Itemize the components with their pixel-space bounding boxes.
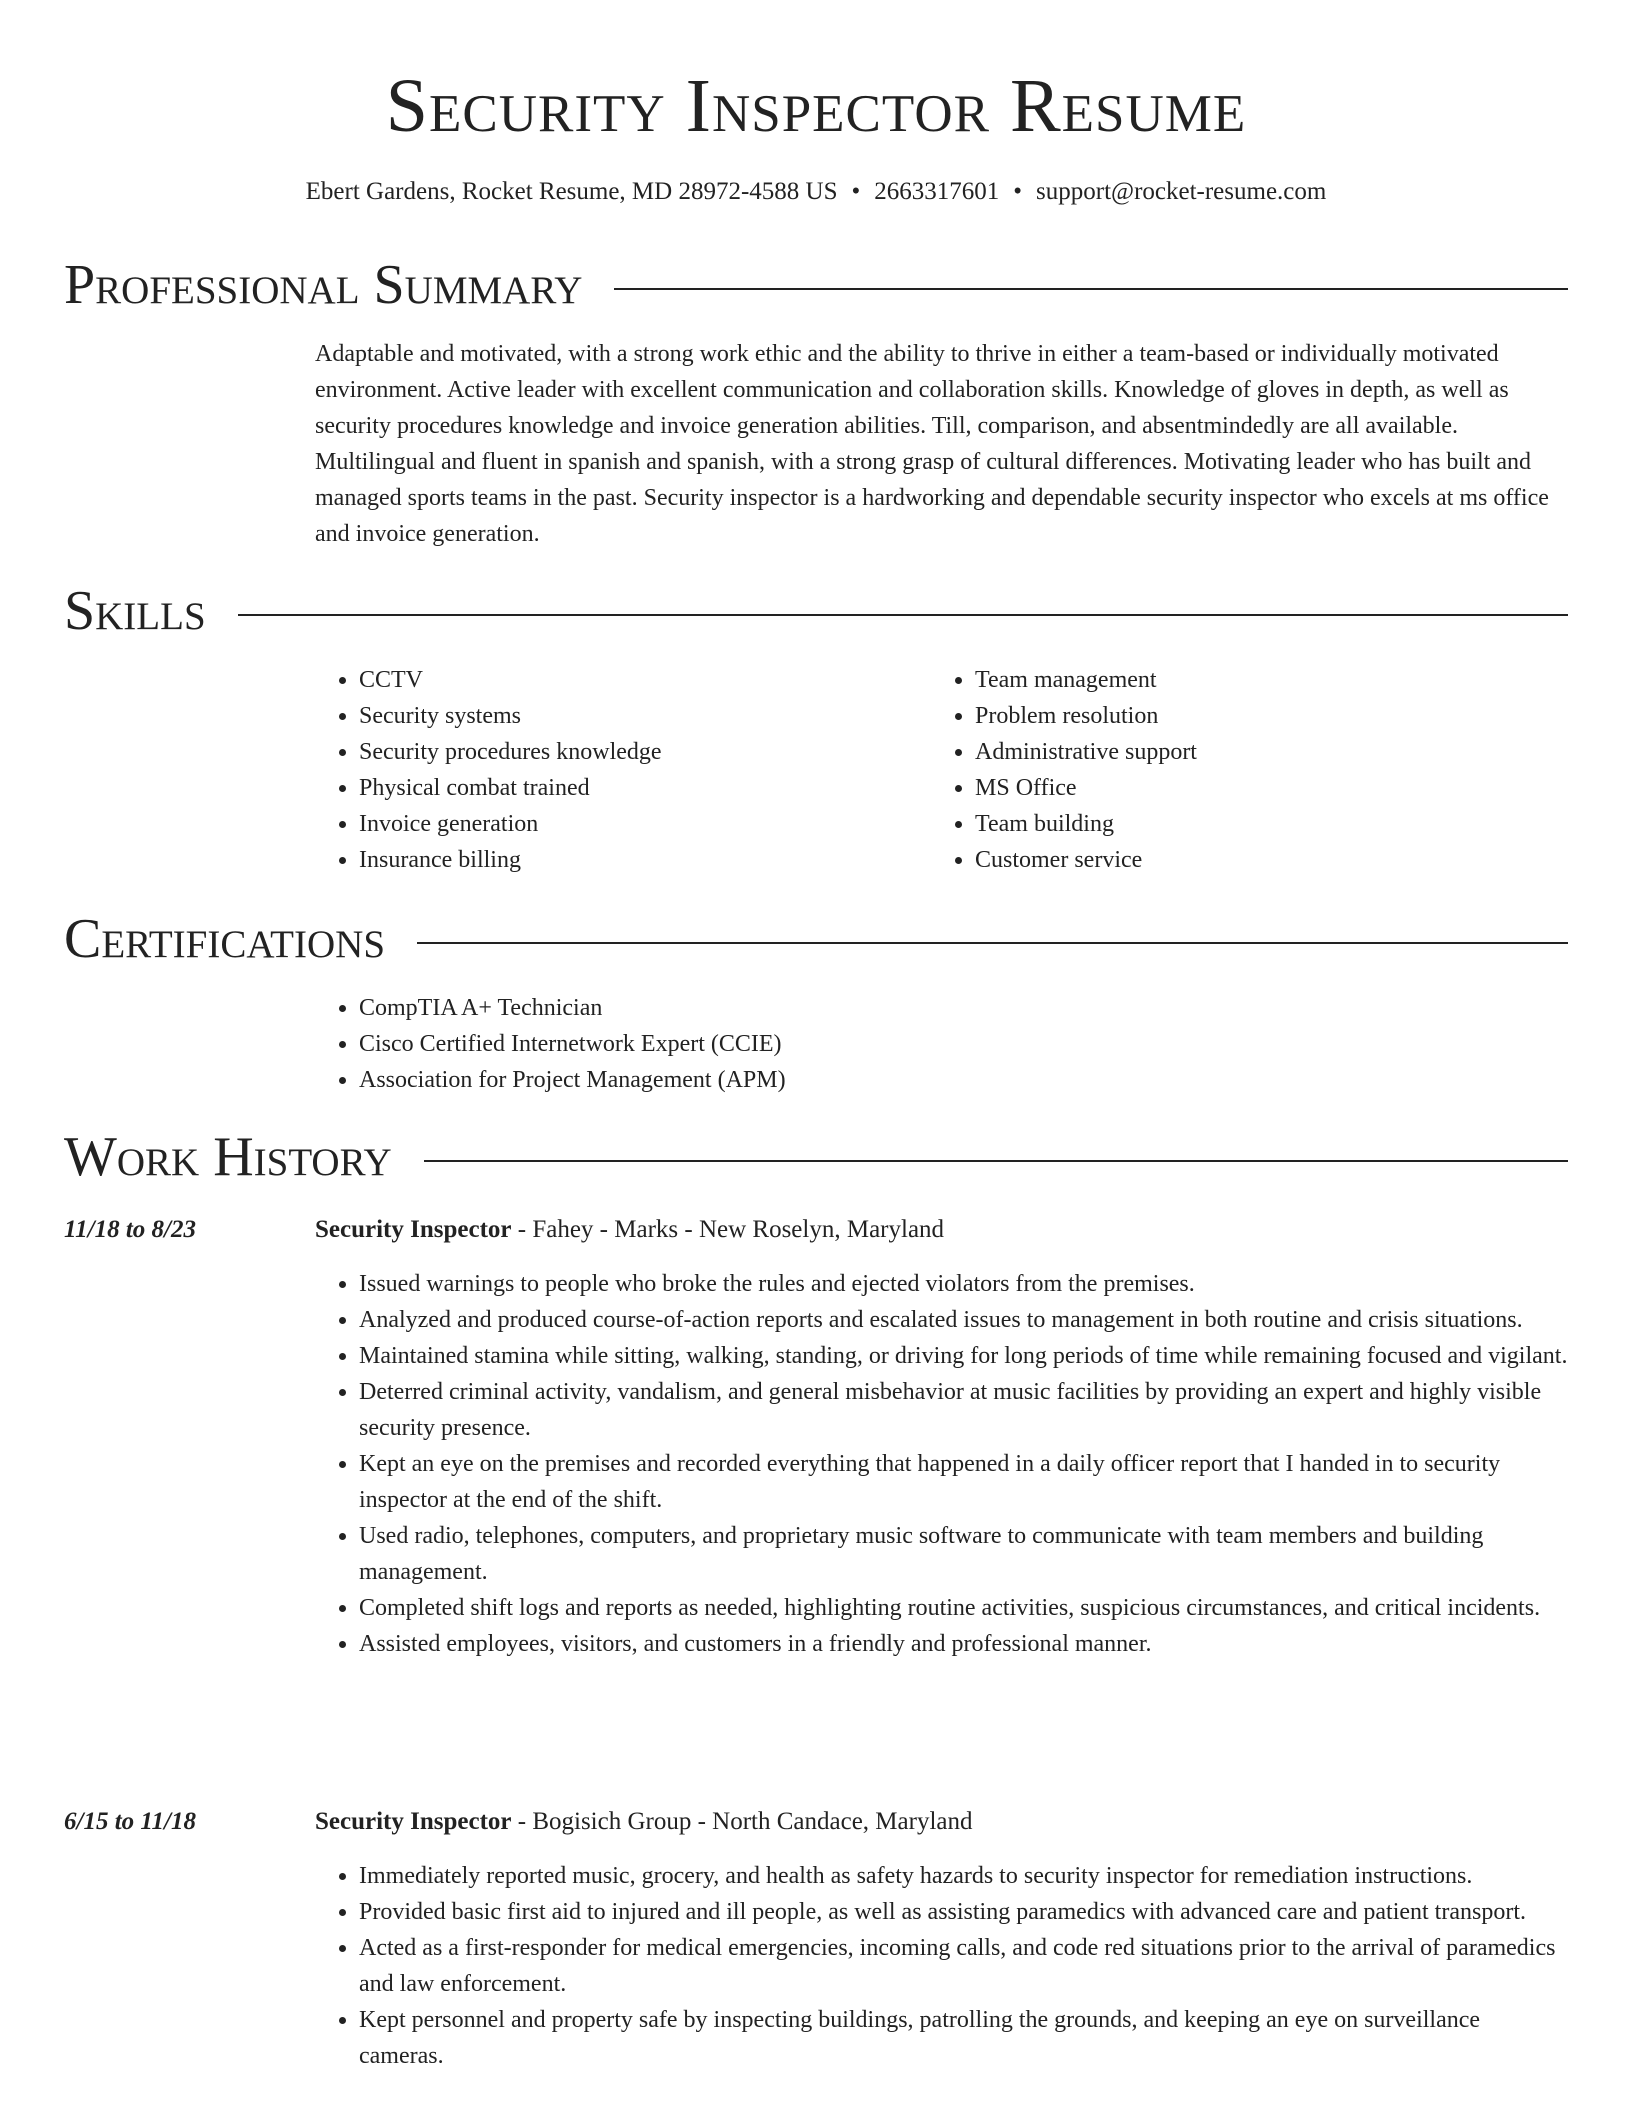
skill-item: • MS Office [975,770,1491,806]
skill-item: • Administrative support [975,734,1491,770]
job-title-line [315,1212,1570,1248]
job-duty-item: • Kept personnel and property safe by inspecting buildings, patrolling the grounds, and keeping an eye on surveillance cameras. [359,2002,1570,2074]
skill-item: • Team building [975,806,1491,842]
skills-section-header [64,578,1568,644]
skill-item: • Problem resolution [975,698,1491,734]
section-divider [417,942,1568,944]
skills-right-column [931,662,1491,878]
skill-item: • Security procedures knowledge [359,734,875,770]
work-section-header [64,1124,1568,1190]
resume-title: Security Inspector Resume [385,64,1247,148]
certification-item: • Association for Project Management (APM) [359,1062,1570,1098]
job-title-line [315,1804,1570,1840]
skill-item: • Security systems [359,698,875,734]
job-duty-item: • Used radio, telephones, computers, and proprietary music software to communicate with team members and building management. [359,1518,1570,1590]
section-divider [238,614,1568,616]
job-dates: 6/15 to 11/18 [64,1808,196,1835]
job-duty-item: • Kept an eye on the premises and recorded everything that happened in a daily officer report that I handed in to security inspector at the end of the shift. [359,1446,1570,1518]
certification-item: • CompTIA A+ Technician [359,990,1570,1026]
summary-heading: Professional Summary [64,254,583,316]
contact-separator: • [1013,178,1023,205]
job-duty-item: • Completed shift logs and reports as needed, highlighting routine activities, suspicious circumstances, and critical incidents. [359,1590,1570,1626]
job-dates: 11/18 to 8/23 [64,1216,196,1243]
summary-section-header [64,252,1568,318]
job-duty-list [315,1266,1570,1662]
skill-item: • Team management [975,662,1491,698]
job-duty-item: • Maintained stamina while sitting, walking, standing, or driving for long periods of time while remaining focused and vigilant. [359,1338,1570,1374]
job-title: Security Inspector [315,1216,512,1243]
certifications-section-header [64,906,1568,972]
contact-email: support@rocket-resume.com [1036,178,1327,205]
skills-list-left [315,662,875,878]
job-details: - Fahey - Marks - New Roselyn, Maryland [511,1216,945,1243]
skills-left-column [315,662,875,878]
section-divider [614,288,1568,290]
job-duties [315,1858,1570,2074]
summary-text: Adaptable and motivated, with a strong work ethic and the ability to thrive in either a team-based or individually motivated environment. Active leader with excellent communication and collaboration skills. Knowledge of gloves in depth, as well as security procedures knowledge and invoice generation abilities. Till, comparison, and absentmindedly are all available. Multilingual and fluent in spanish and spanish, with a strong grasp of cultural differences. Motivating leader who has built and managed sports teams in the past. Security inspector is a hardworking and dependable security inspector who excels at ms office and invoice generation. [315,341,1549,547]
job-duty-item: • Analyzed and produced course-of-action reports and escalated issues to management in both routine and crisis situations. [359,1302,1570,1338]
work-heading: Work History [64,1126,392,1188]
certifications-heading: Certifications [64,908,386,970]
job-duty-item: • Issued warnings to people who broke the rules and ejected violators from the premises. [359,1266,1570,1302]
certifications-list [315,990,1570,1098]
certifications-block [315,990,1570,1098]
skill-item: • Customer service [975,842,1491,878]
skills-heading: Skills [64,580,206,642]
skill-item: • Physical combat trained [359,770,875,806]
job-duties [315,1266,1570,1662]
skills-list-right [931,662,1491,878]
contact-line [0,172,1632,212]
skill-item: • Insurance billing [359,842,875,878]
skill-item: • CCTV [359,662,875,698]
job-duty-item: • Acted as a first-responder for medical emergencies, incoming calls, and code red situations prior to the arrival of paramedics and law enforcement. [359,1930,1570,2002]
job-duty-item: • Assisted employees, visitors, and customers in a friendly and professional manner. [359,1626,1570,1662]
job-duty-item: • Immediately reported music, grocery, and health as safety hazards to security inspector for remediation instructions. [359,1858,1570,1894]
job-duty-item: • Provided basic first aid to injured and ill people, as well as assisting paramedics with advanced care and patient transport. [359,1894,1570,1930]
job-duty-list [315,1858,1570,2074]
section-divider [424,1160,1568,1162]
job-title: Security Inspector [315,1808,512,1835]
job-duty-item: • Deterred criminal activity, vandalism, and general misbehavior at music facilities by providing an expert and highly visible security presence. [359,1374,1570,1446]
contact-phone: 2663317601 [874,178,1000,205]
certification-item: • Cisco Certified Internetwork Expert (CCIE) [359,1026,1570,1062]
contact-separator: • [851,178,861,205]
skill-item: • Invoice generation [359,806,875,842]
job-details: - Bogisich Group - North Candace, Maryland [511,1808,973,1835]
contact-address: Ebert Gardens, Rocket Resume, MD 28972-4588 US [305,178,838,205]
